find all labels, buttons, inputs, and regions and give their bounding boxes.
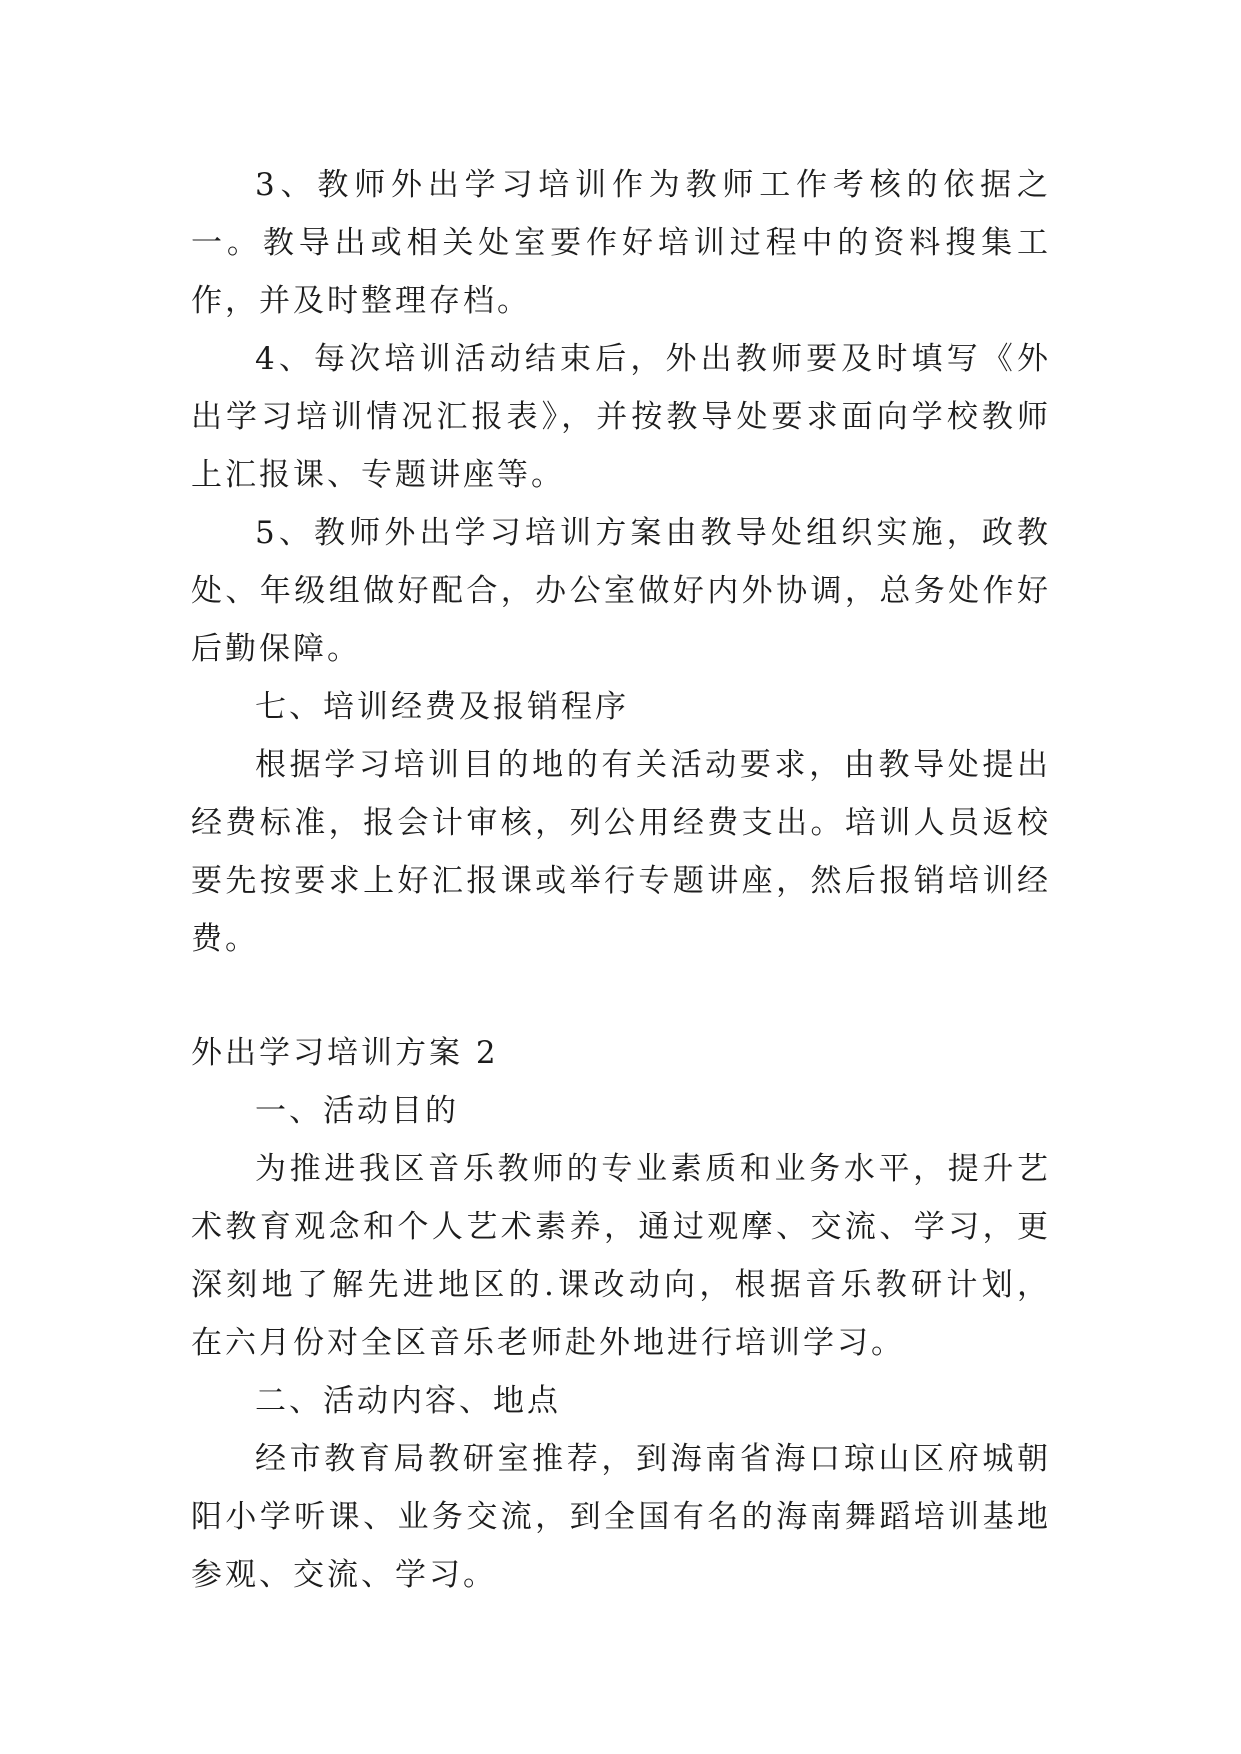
- heading-purpose: 一、活动目的: [255, 1093, 459, 1129]
- paragraph-item-3: 3、教师外出学习培训作为教师工作考核的依据之一。教导出或相关处室要作好培训过程中的资料搜集工作，并及时整理存档。: [191, 167, 1051, 319]
- heading-content-location: 二、活动内容、地点: [255, 1383, 561, 1419]
- paragraph-content-location: 经市教育局教研室推荐，到海南省海口琼山区府城朝阳小学听课、业务交流，到全国有名的海南舞蹈培训基地参观、交流、学习。: [191, 1441, 1051, 1593]
- section-title: 外出学习培训方案 2: [191, 1035, 499, 1071]
- heading-funding: 七、培训经费及报销程序: [255, 689, 629, 725]
- paragraph-purpose: 为推进我区音乐教师的专业素质和业务水平，提升艺术教育观念和个人艺术素养，通过观摩、交流、学习，更深刻地了解先进地区的.课改动向，根据音乐教研计划，在六月份对全区音乐老师赴外地进行培训学习。: [191, 1151, 1051, 1361]
- document-body: [191, 156, 1051, 1604]
- paragraph-item-4: 4、每次培训活动结束后，外出教师要及时填写《外出学习培训情况汇报表》，并按教导处要求面向学校教师上汇报课、专题讲座等。: [191, 341, 1051, 493]
- paragraph-item-5: 5、教师外出学习培训方案由教导处组织实施，政教处、年级组做好配合，办公室做好内外协调，总务处作好后勤保障。: [191, 515, 1051, 667]
- paragraph-funding: 根据学习培训目的地的有关活动要求，由教导处提出经费标准，报会计审核，列公用经费支出。培训人员返校要先按要求上好汇报课或举行专题讲座，然后报销培训经费。: [191, 747, 1051, 957]
